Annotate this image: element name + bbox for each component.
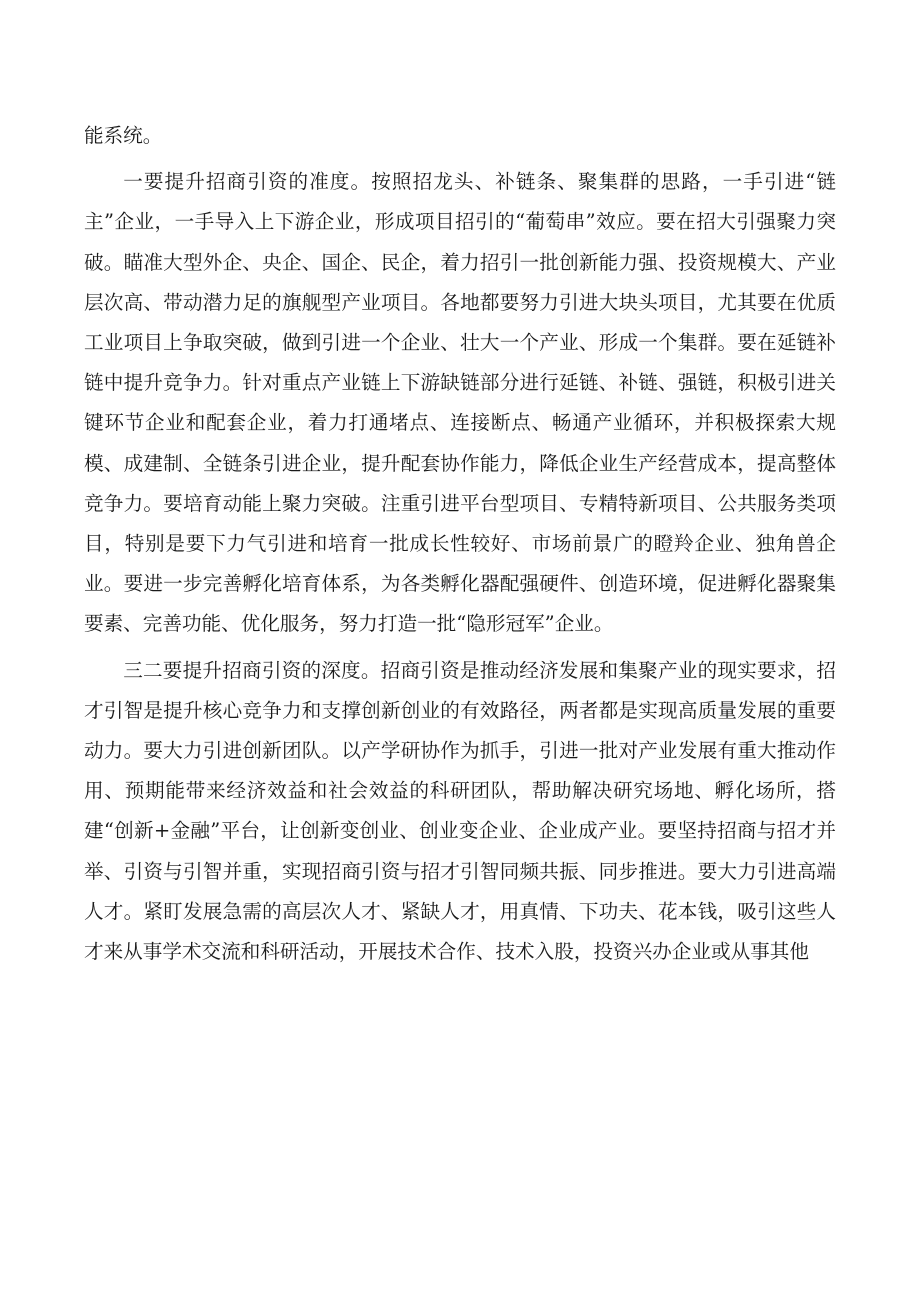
paragraph-continuation: 能系统。: [84, 124, 163, 147]
paragraph-investment-precision: 一要提升招商引资的准度。按照招龙头、补链条、聚集群的思路，一手引进“链主”企业，一手导入上下游企业，形成项目招引的“葡萄串”效应。要在招大引强聚力突破。瞄准大型外企、央企、国企、民企，着力招引一批创新能力强、投资规模大、产业层次高、带动潜力足的旗舰型产业项目。各地都要努力引进大块头项目，尤其要在优质工业项目上争取突破，做到引进一个企业、壮大一个产业、形成一个集群。要在延链补链中提升竞争力。针对重点产业链上下游缺链部分进行延链、补链、强链，积极引进关键环节企业和配套企业，着力打通堵点、连接断点、畅通产业循环，并积极探索大规模、成建制、全链条引进企业，提升配套协作能力，降低企业生产经营成本，提高整体竞争力。要培育动能上聚力突破。注重引进平台型项目、专精特新项目、公共服务类项目，特别是要下力气引进和培育一批成长性较好、市场前景广的瞪羚企业、独角兽企业。要进一步完善孵化培育体系，为各类孵化器配强硬件、创造环境，促进孵化器聚集要素、完善功能、优化服务，努力打造一批“隐形冠军”企业。: [84, 170, 836, 636]
body-text: [84, 116, 836, 972]
paragraph-investment-depth: 三二要提升招商引资的深度。招商引资是推动经济发展和集聚产业的现实要求，招才引智是提升核心竞争力和支撑创新创业的有效路径，两者都是实现高质量发展的重要动力。要大力引进创新团队。以产学研协作为抓手，引进一批对产业发展有重大推动作用、预期能带来经济效益和社会效益的科研团队，帮助解决研究场地、孵化场所，搭建“创新+金融”平台，让创新变创业、创业变企业、企业成产业。要坚持招商与招才并举、引资与引智并重，实现招商引资与招才引智同频共振、同步推进。要大力引进高端人才。紧盯发展急需的高层次人才、紧缺人才，用真情、下功夫、花本钱，吸引这些人才来从事学术交流和科研活动，开展技术合作、技术入股，投资兴办企业或从事其他: [84, 658, 836, 964]
